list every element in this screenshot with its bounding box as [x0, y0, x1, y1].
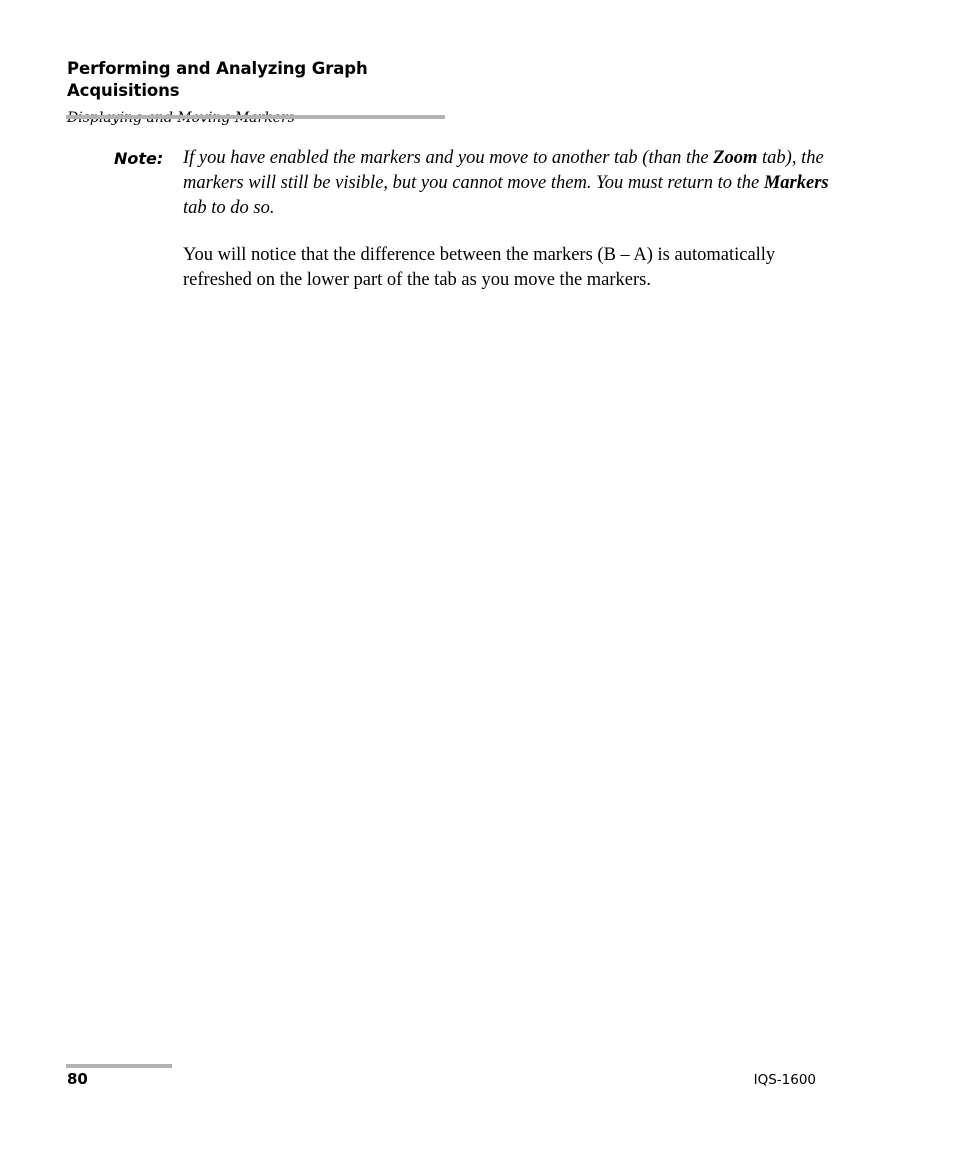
note-term-zoom: Zoom [713, 148, 758, 168]
note-text-part: If you have enabled the markers and you move to another tab (than the [183, 148, 714, 168]
note-text-part: tab to do so. [183, 198, 275, 218]
note-text [183, 146, 833, 221]
body-paragraph: You will notice that the difference between the markers (B – A) is automatically refreshed on the lower part of the tab as you move the markers. [183, 245, 776, 290]
footer-divider [66, 1064, 172, 1068]
chapter-title: Performing and Analyzing Graph Acquisitions [67, 59, 368, 100]
note-term-markers: Markers [763, 173, 829, 193]
page-number: 80 [67, 1070, 88, 1088]
note-label: Note: [114, 149, 164, 168]
product-name: IQS-1600 [753, 1072, 816, 1088]
note-text-part: tab), the markers will still be visible, but you cannot move them. You must return to the [183, 148, 824, 193]
header-divider [66, 115, 445, 119]
